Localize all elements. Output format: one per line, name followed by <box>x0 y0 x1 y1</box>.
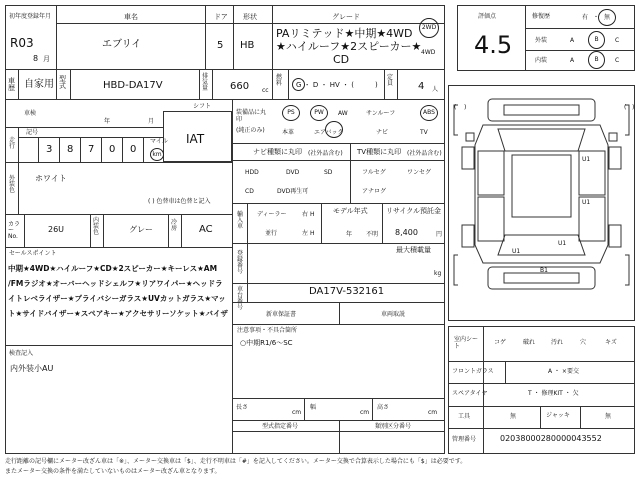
model-year-value: 不明 <box>366 231 379 238</box>
notes-label: 注意事項・不具合箇所 <box>237 327 298 334</box>
sales-point-line4: ト★サイドバイザー★スペアキー★アクセサリーソケット★バイザ <box>8 309 228 318</box>
first-reg-month-unit: 月 <box>43 55 50 63</box>
tv-label: TV種類に丸印 <box>357 148 402 156</box>
management-label: 管理番号 <box>452 436 477 443</box>
recycle-value: 8,400 <box>395 228 418 237</box>
recycle-label: リサイクル預託金 <box>386 207 442 215</box>
drive-4wd: 4WD <box>421 49 436 56</box>
color-code-label: カラーNo. <box>8 221 21 240</box>
drive-2wd: 2WD <box>419 18 439 38</box>
sales-point-line3: イトレベライザー★プライバシーガラス★UVカットガラス★マッ <box>8 294 226 303</box>
footer-line2: またメーター交換の条件を満たしていないものはメーター改ざん車となります。 <box>5 468 221 475</box>
max-load-label: 最大積載量 <box>396 246 431 254</box>
interior-sheet-item-3: 穴 <box>580 339 587 346</box>
shape-value: HB <box>240 40 255 51</box>
equipment-item-4: ABS <box>420 105 438 121</box>
shift-value: IAT <box>186 132 205 146</box>
navi-dvd-play: DVD再生可 <box>277 188 309 195</box>
length-label: 長さ <box>236 404 249 411</box>
first-reg-month: 8 <box>33 54 39 63</box>
car-diagram <box>448 85 635 321</box>
equipment-sub: (純正のみ) <box>236 127 265 134</box>
svg-text:): ) <box>632 104 635 111</box>
mileage-label: 走行 <box>9 137 16 150</box>
repair-label: 修復歴 <box>532 13 551 20</box>
mileage-digit: 0 <box>109 144 116 155</box>
svg-text:): ) <box>464 104 467 111</box>
sales-point-label: セールスポイント <box>9 250 57 257</box>
tools-value: 無 <box>510 413 517 420</box>
equipment-bottom-item-0: 本革 <box>282 129 295 136</box>
inspector-value: 内外装小AU <box>10 364 54 373</box>
interior-grade-label: 内装 <box>535 57 548 64</box>
model-year-unit: 年 <box>346 231 353 238</box>
grade-line3: CD <box>333 53 350 66</box>
left-form <box>5 5 445 454</box>
exterior-grade-b: B <box>588 31 605 49</box>
shape-label: 形状 <box>243 13 257 21</box>
tools-label: 工具 <box>458 413 471 420</box>
airbag-circle <box>325 121 343 138</box>
damage-u1-rear-right: U1 <box>558 240 567 247</box>
capacity-value: 4 <box>418 81 425 92</box>
first-reg-year: R03 <box>10 36 34 50</box>
interior-sheet-item-4: キズ <box>605 339 617 346</box>
chassis-value: DA17V-532161 <box>309 286 385 297</box>
new-car-warranty: 新車保証書 <box>266 311 297 318</box>
import-dealer: ディーラー <box>257 211 287 218</box>
sales-point-line1: 中期★4WD★ハイルーフ★CD★2スピーカー★キーレス★AM <box>8 264 218 273</box>
width-label: 幅 <box>310 404 317 411</box>
inspection-year-label: 年 <box>104 118 111 125</box>
model-name-label: 車名 <box>124 13 138 21</box>
exterior-color-value: ホワイト <box>35 174 67 183</box>
height-unit: cm <box>428 409 438 416</box>
width-unit: cm <box>360 409 370 416</box>
damage-u1-left-rear: U1 <box>512 248 521 255</box>
notes-value: ○中期R1/6〜SC <box>240 339 293 347</box>
import-label: 輸入車 <box>237 211 244 230</box>
displacement-value: 660 <box>230 81 250 92</box>
sales-point-line2: /FMラジオ★オーバーヘッドシェルフ★リアワイパー★ヘッドラ <box>8 279 223 288</box>
mileage-unit-km: km <box>150 148 164 161</box>
mileage-digit: 0 <box>130 144 137 155</box>
exterior-grade-c: C <box>615 37 620 44</box>
first-reg-label: 初年度登録年月 <box>9 13 52 20</box>
import-steering-bottom: H <box>310 230 315 237</box>
spare-tire-label: スペアタイヤ <box>452 390 488 397</box>
interior-sheet-item-2: 汚れ <box>551 339 564 346</box>
exterior-color-label: 外装色 <box>9 175 16 194</box>
capacity-label: 定員 <box>387 74 394 87</box>
fuel-options: G ・ D ・ HV ・ ( ) <box>296 81 378 89</box>
class-label: 類別区分番号 <box>375 423 412 430</box>
jack-value: 無 <box>605 413 612 420</box>
interior-sheet-item-1: 破れ <box>523 339 536 346</box>
equipment-bottom-item-3: TV <box>420 129 428 136</box>
import-left: 左 <box>302 230 309 237</box>
windshield-label: フロントガラス <box>452 368 494 375</box>
spare-tire-value: T ・ 修理KIT ・ 欠 <box>528 390 579 397</box>
score-label: 評価点 <box>478 13 497 20</box>
equipment-item-3: サンルーフ <box>366 110 396 117</box>
fuel-label: 燃料 <box>276 74 283 87</box>
doors-label: ドア <box>214 13 228 21</box>
svg-text:(: ( <box>624 104 627 111</box>
doors-value: 5 <box>217 40 224 51</box>
tv-sub: (社外品含む) <box>407 150 442 157</box>
exterior-grade-label: 外装 <box>535 37 548 44</box>
navi-hdd: HDD <box>245 169 259 176</box>
displacement-label: 排気量 <box>202 73 209 92</box>
mileage-cell <box>18 137 39 162</box>
inspection-label: 車検 <box>24 110 37 117</box>
damage-u1-right-front: U1 <box>582 156 591 163</box>
tv-analog: アナログ <box>362 188 387 195</box>
navi-sub: (社外品含む) <box>308 150 343 157</box>
color-code-value: 26U <box>48 225 65 234</box>
import-right: 右 <box>302 211 309 218</box>
shift-label: シフト <box>193 103 212 110</box>
recycle-unit: 円 <box>436 231 443 238</box>
interior-grade-b: B <box>588 51 605 69</box>
tv-fullseg: フルセグ <box>362 169 386 176</box>
grade-line1: PAリミテッド★中期★4WD <box>276 27 413 40</box>
navi-label: ナビ種類に丸印 <box>253 148 302 156</box>
model-name: エブリイ <box>102 39 142 50</box>
equipment-bottom-item-2: ナビ <box>376 129 389 136</box>
jack-label: ジャッキ <box>546 412 570 419</box>
registration-label: 登録番号 <box>237 250 244 275</box>
ac-value: AC <box>199 224 213 235</box>
navi-dvd: DVD <box>286 169 300 176</box>
footer-line1: 走行距離の記号欄にメーター改ざん車は「※」、メーター交換車は「$」、走行不明車は「#」を記入してください。メーター交換で合算表示した場合にも「$」は必要です。 <box>5 458 467 465</box>
inspector-label: 検査記入 <box>9 350 34 357</box>
damage-b1-rear: B1 <box>540 267 548 274</box>
windshield-value: A ・ ×要交 <box>548 368 579 375</box>
interior-color-label: 内装色 <box>93 217 100 236</box>
model-year-label: モデル年式 <box>333 207 368 215</box>
exterior-grade-a: A <box>570 37 575 44</box>
management-value: 02038000280000043552 <box>500 434 602 443</box>
grade-line2: ★ハイルーフ★2スピーカー★ <box>276 40 422 53</box>
type-value: HBD-DA17V <box>103 80 163 91</box>
type-label: 型式 <box>59 75 66 90</box>
repair-no: 無 <box>598 9 616 26</box>
type-spec-label: 型式指定番号 <box>262 423 299 430</box>
mileage-digit: 3 <box>46 144 53 155</box>
equipment-item-0: PS <box>282 105 300 121</box>
inspection-month-label: 月 <box>148 118 155 125</box>
navi-cd: CD <box>245 188 254 195</box>
plate-label: 車歴 <box>8 77 15 92</box>
ac-label: 冷房 <box>171 219 178 232</box>
mileage-digit: 7 <box>88 144 95 155</box>
damage-u1-right-rear: U1 <box>582 199 591 206</box>
equipment-label: 装備品に丸印 <box>236 109 267 124</box>
navi-sd: SD <box>324 169 333 176</box>
equipment-item-2: AW <box>338 110 348 117</box>
exterior-color-note: ( ) 色替車は色替と記入 <box>148 198 211 205</box>
mileage-digit: 8 <box>67 144 74 155</box>
chassis-label: 車台番号 <box>237 286 244 311</box>
interior-sheet-label: 室内シート <box>454 336 479 351</box>
import-parallel: 並行 <box>265 230 278 237</box>
equipment-bottom-item-1: エアバック <box>314 129 344 136</box>
repair-yes: 有 <box>582 14 589 21</box>
interior-color-value: グレー <box>129 225 153 234</box>
interior-grade-c: C <box>615 57 620 64</box>
max-load-unit: kg <box>434 270 442 277</box>
capacity-unit: 人 <box>432 86 439 93</box>
mileage-unit-mile: マイル <box>150 138 168 145</box>
import-steering-top: H <box>310 211 315 218</box>
interior-grade-a: A <box>570 57 575 64</box>
equipment-item-1: PW <box>310 105 328 121</box>
plate-value: 自家用 <box>24 79 54 90</box>
score-value: 4.5 <box>474 31 513 59</box>
mileage-record-label: 記号 <box>26 129 39 136</box>
height-label: 高さ <box>377 404 390 411</box>
length-unit: cm <box>292 409 302 416</box>
displacement-unit: cc <box>262 87 269 94</box>
vehicle-manual: 車両取説 <box>381 311 406 318</box>
svg-text:(: ( <box>454 104 457 111</box>
tv-oneseg: ワンセグ <box>407 169 432 176</box>
interior-sheet-item-0: コゲ <box>494 339 507 346</box>
grade-label: グレード <box>332 13 360 21</box>
